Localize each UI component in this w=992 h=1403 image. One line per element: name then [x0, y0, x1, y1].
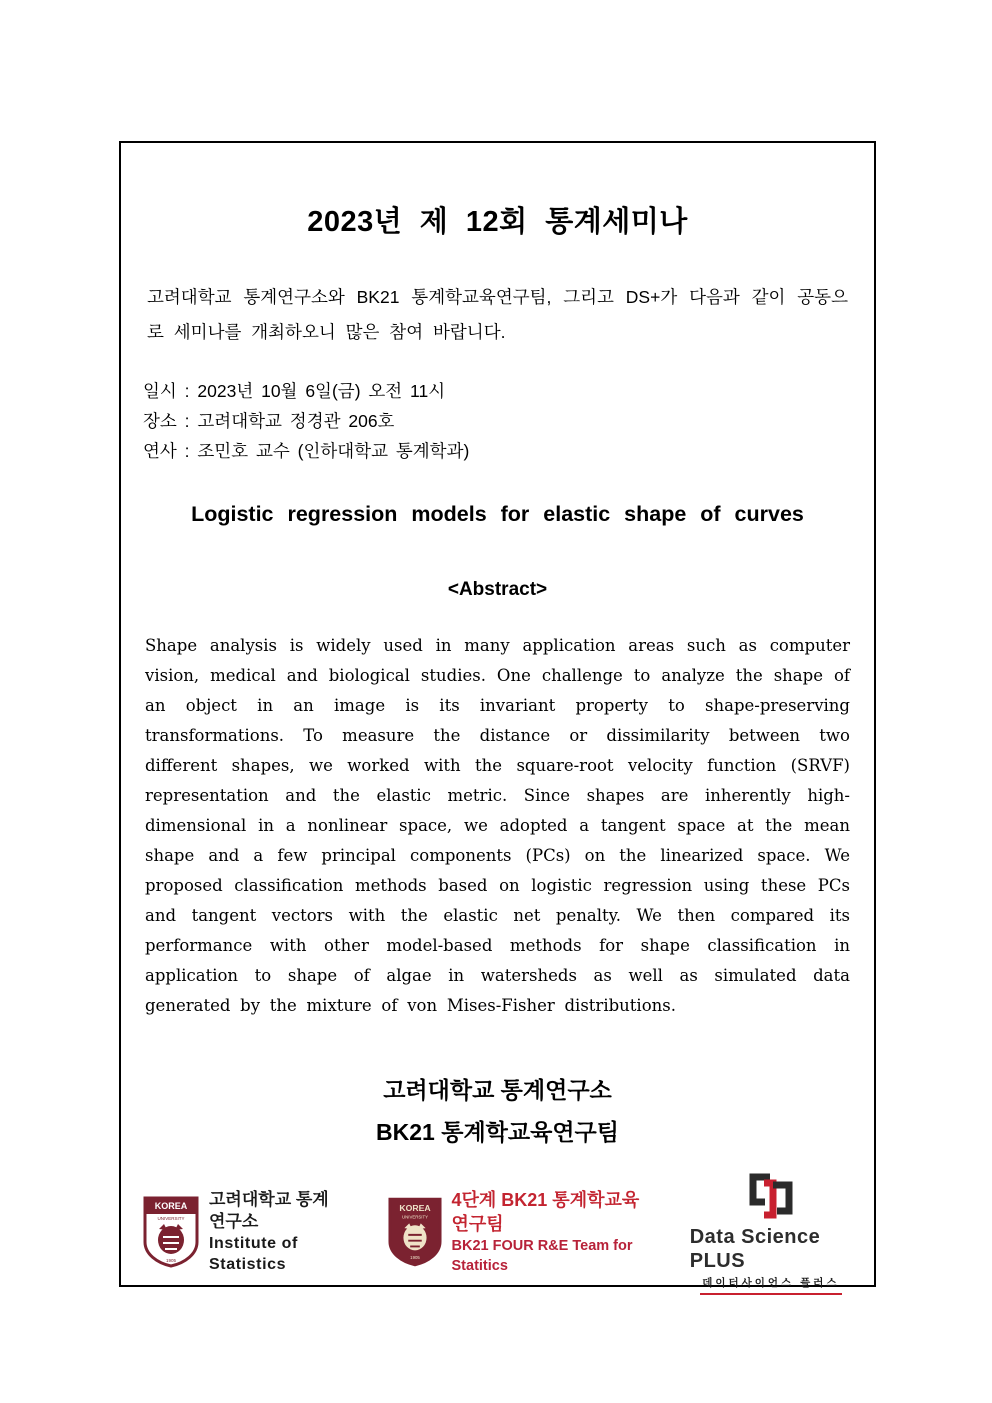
shield-university-label: UNIVERSITY [157, 1216, 185, 1221]
abstract-heading: <Abstract> [447, 579, 548, 600]
svg-text:1905: 1905 [165, 1258, 177, 1263]
info-line-datetime: 일시 : 2023년 10월 6일(금) 오전 11시 [143, 381, 446, 401]
talk-title: Logistic regression models for elastic shape of curves [191, 502, 804, 526]
institute-logo-english-label: Institute of Statistics [209, 1235, 298, 1273]
korea-university-shield-dark-icon [388, 1197, 442, 1267]
korea-university-shield-icon [143, 1196, 199, 1268]
host-line-institute: 고려대학교 통계연구소 [383, 1077, 612, 1103]
svg-text:1905: 1905 [409, 1255, 420, 1260]
tiger-emblem-icon [158, 1224, 184, 1254]
info-line-venue: 장소 : 고려대학교 정경관 206호 [143, 411, 395, 431]
host-line-bk21: BK21 통계학교육연구팀 [376, 1119, 619, 1145]
dsp-monogram-icon [740, 1169, 802, 1225]
event-info [143, 376, 852, 466]
shield-university-label: UNIVERSITY [401, 1214, 428, 1220]
logo-data-science-plus [690, 1169, 852, 1295]
bk21-logo-korean-label: 4단계 BK21 통계학교육연구팀 [451, 1190, 640, 1234]
institute-logo-korean-label: 고려대학교 통계연구소 [209, 1190, 329, 1231]
page-title: 2023년 제 12회 통계세미나 [307, 206, 688, 238]
dsplus-logo-english-label: Data Science PLUS [689, 1226, 821, 1272]
logo-institute-of-statistics [143, 1189, 344, 1275]
intro-paragraph: 고려대학교 통계연구소와 BK21 통계학교육연구팀, 그리고 DS+가 다음과 같이 공동으로 세미나를 개최하오니 많은 참여 바랍니다. [147, 287, 848, 342]
host-organizations [143, 1069, 852, 1153]
abstract-text: Shape analysis is widely used in many application areas such as computer vision, medical and biological studies. One challenge to analyze the shape of an object in an image is its invariant property to shape-preserving transformations. To measure the distance or dissimilarity between two different shapes, we worked with the square-root velocity function (SRVF) representation and the elastic metric. Since shapes are inherently high-dimensional in a nonlinear space, we adopted a tangent space at the mean shape and a few principal components (PCs) on the linearized space. We proposed classification methods based on logistic regression using these PCs and tangent vectors with the elastic net penalty. We then compared its performance with other model-based methods for shape classification in application to shape of algae in watersheds as well as simulated data generated by the mixture of von Mises-Fisher distributions. [145, 636, 850, 1015]
tiger-emblem-icon [403, 1223, 426, 1250]
dsplus-logo-korean-label: 데이터사이언스 플러스 [700, 1274, 841, 1295]
info-line-speaker: 연사 : 조민호 교수 (인하대학교 통계학과) [143, 441, 470, 461]
page-border [119, 141, 876, 1287]
shield-korea-label: KOREA [398, 1202, 431, 1213]
shield-korea-label: KOREA [154, 1201, 188, 1211]
logo-bk21-team [388, 1188, 646, 1276]
logos-row [143, 1169, 852, 1295]
bk21-logo-english-label: BK21 FOUR R&E Team for Statitics [451, 1238, 633, 1274]
